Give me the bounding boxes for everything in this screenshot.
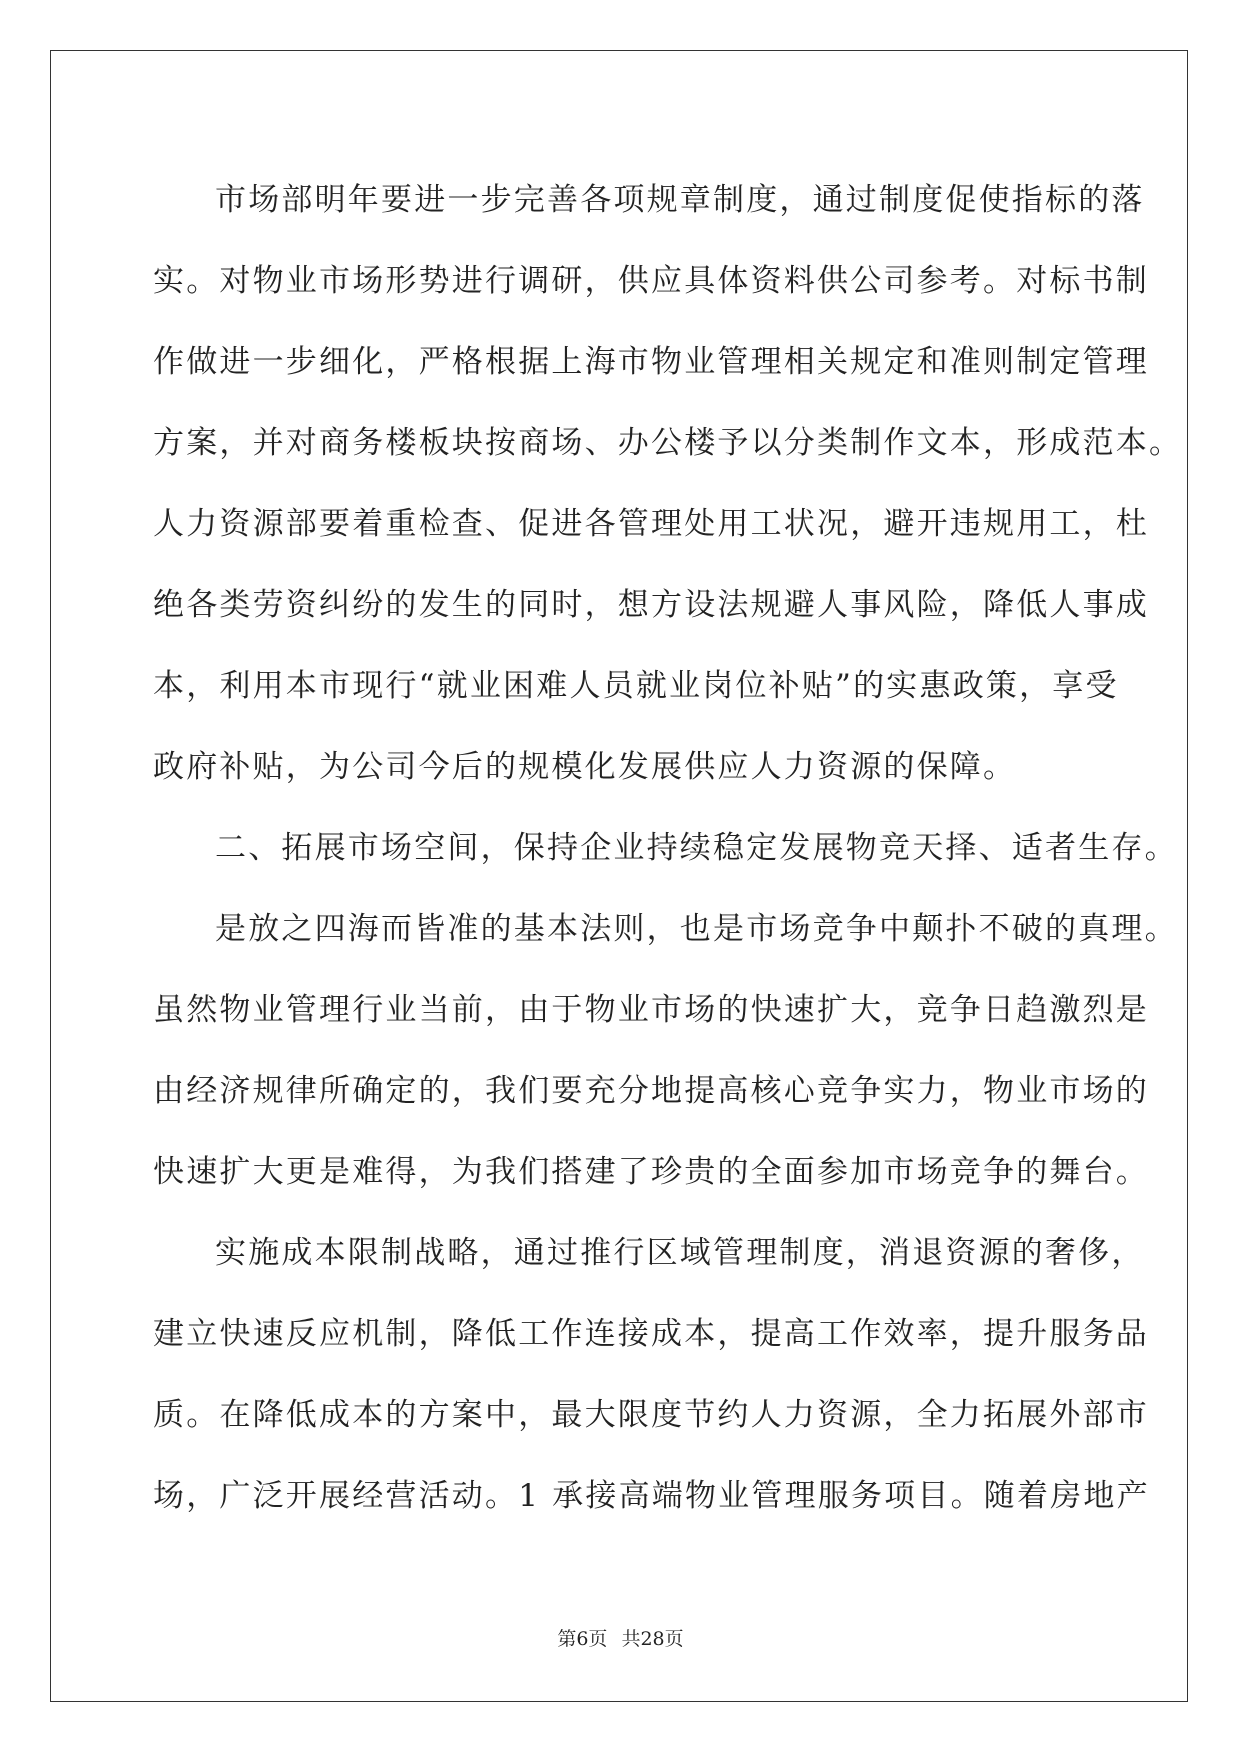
text-line: 快速扩大更是难得，为我们搭建了珍贵的全面参加市场竞争的舞台。: [153, 1154, 1149, 1190]
text-line: 二、拓展市场空间，保持企业持续稳定发展物竞天择、适者生存。: [215, 830, 1178, 866]
text-line: 场，广泛开展经营活动。1 承接高端物业管理服务项目。随着房地产: [153, 1478, 1150, 1514]
text-line: 方案，并对商务楼板块按商场、办公楼予以分类制作文本，形成范本。: [153, 425, 1183, 461]
text-line: 实施成本限制战略，通过推行区域管理制度，消退资源的奢侈，: [215, 1235, 1145, 1271]
text-line: 市场部明年要进一步完善各项规章制度，通过制度促使指标的落: [215, 182, 1145, 218]
text-line: 本，利用本市现行“就业困难人员就业岗位补贴”的实惠政策，享受: [153, 668, 1119, 704]
text-line: 实。对物业市场形势进行调研，供应具体资料供公司参考。对标书制: [153, 263, 1149, 299]
text-line: 作做进一步细化，严格根据上海市物业管理相关规定和准则制定管理: [153, 344, 1149, 380]
text-line: 建立快速反应机制，降低工作连接成本，提高工作效率，提升服务品: [153, 1316, 1149, 1352]
text-line: 政府补贴，为公司今后的规模化发展供应人力资源的保障。: [153, 749, 1017, 785]
text-line: 虽然物业管理行业当前，由于物业市场的快速扩大，竞争日趋激烈是: [153, 992, 1149, 1028]
page-number: 第6页: [557, 1628, 608, 1650]
page-footer: [0, 1624, 1241, 1651]
page-total: 共28页: [621, 1628, 684, 1650]
text-line: 人力资源部要着重检查、促进各管理处用工状况，避开违规用工，杜: [153, 506, 1149, 542]
text-line: 质。在降低成本的方案中，最大限度节约人力资源，全力拓展外部市: [153, 1397, 1149, 1433]
document-body: [153, 160, 1183, 1537]
text-line: 由经济规律所确定的，我们要充分地提高核心竞争实力，物业市场的: [153, 1073, 1149, 1109]
text-line: 绝各类劳资纠纷的发生的同时，想方设法规避人事风险，降低人事成: [153, 587, 1149, 623]
text-line: 是放之四海而皆准的基本法则，也是市场竞争中颠扑不破的真理。: [215, 911, 1178, 947]
